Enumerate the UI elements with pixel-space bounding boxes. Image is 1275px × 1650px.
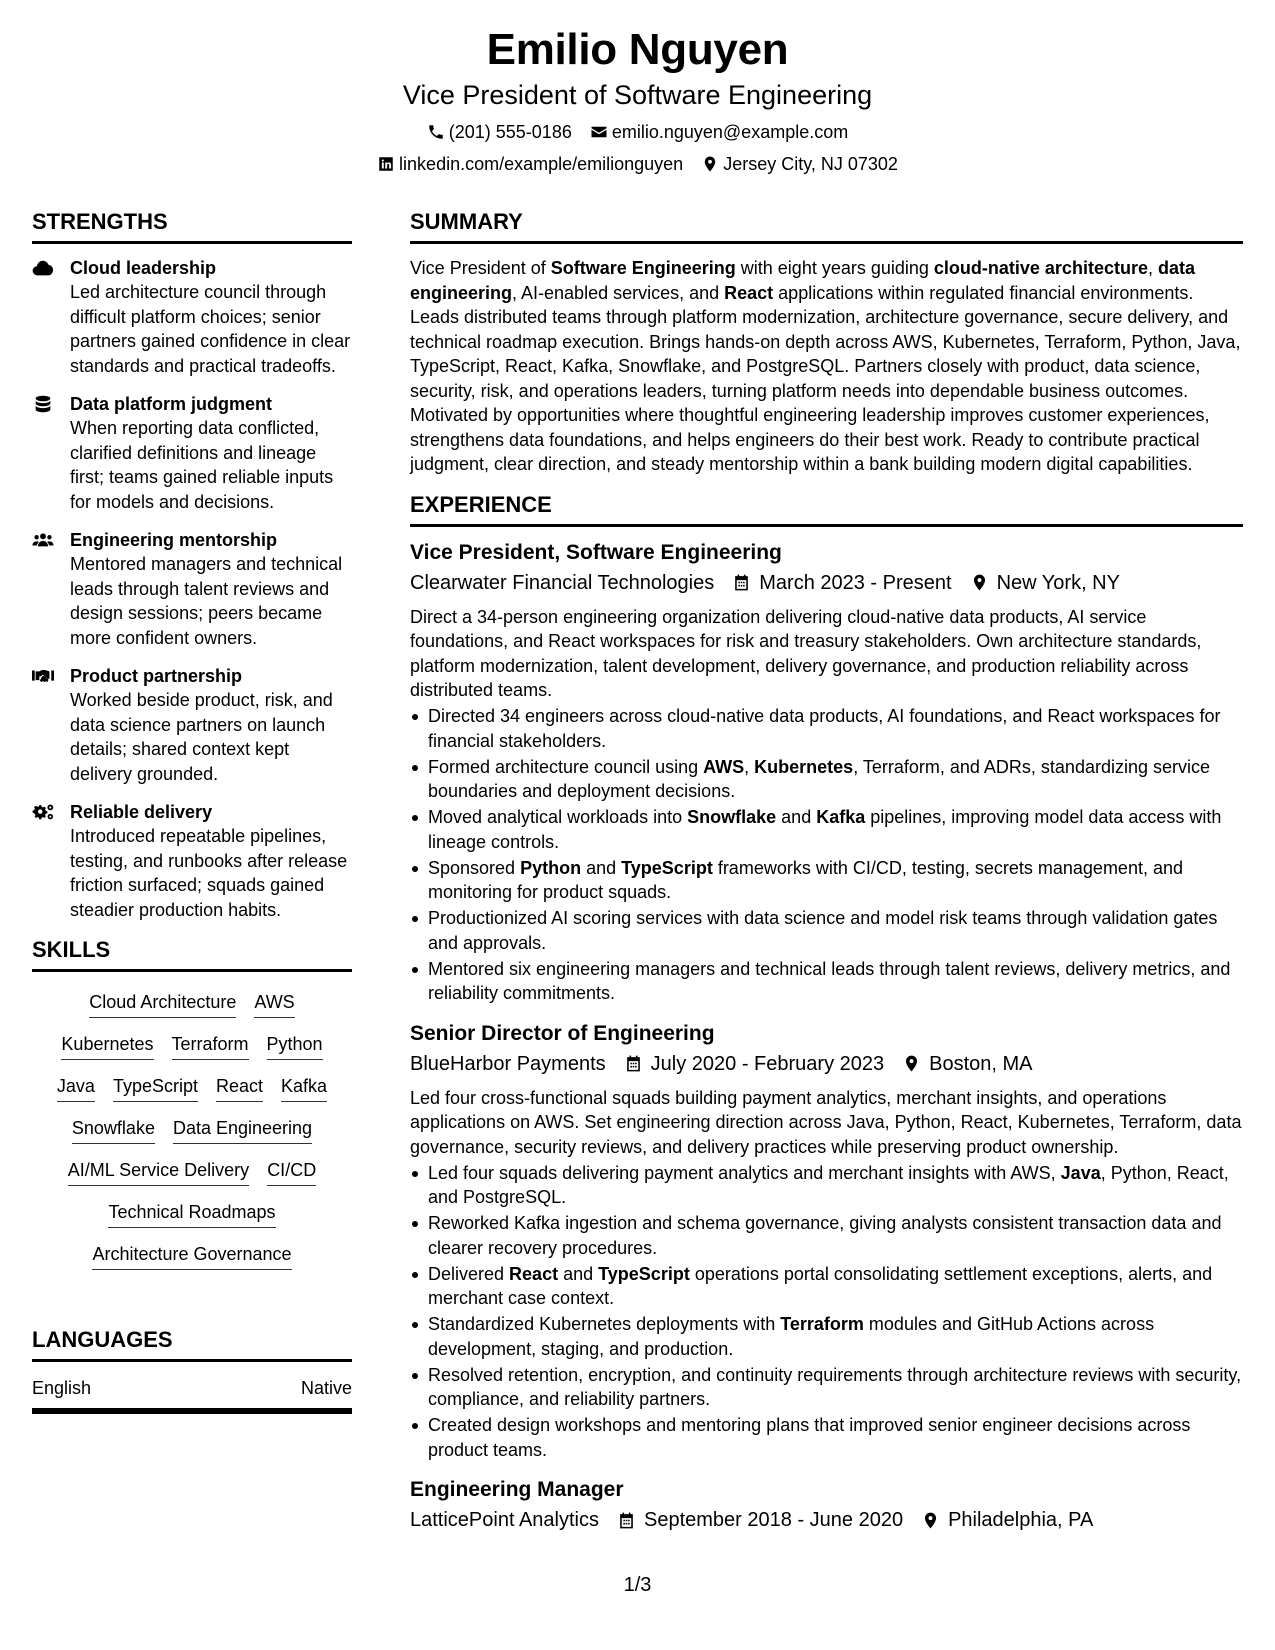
text-segment: Delivered bbox=[428, 1263, 510, 1284]
job-company: LatticePoint Analytics bbox=[410, 1509, 599, 1531]
strength-title: Cloud leadership bbox=[70, 258, 217, 278]
linkedin-contact[interactable] bbox=[377, 152, 683, 176]
skill-tag: TypeScript bbox=[113, 1074, 198, 1102]
contact-row-secondary bbox=[0, 152, 1275, 176]
job-company: BlueHarbor Payments bbox=[410, 1052, 606, 1075]
phone-text: (201) 555-0186 bbox=[448, 122, 572, 142]
job-title: Engineering Manager bbox=[410, 1478, 624, 1501]
bullet-item bbox=[410, 957, 1243, 1006]
bold-keyword: Kafka bbox=[816, 807, 866, 827]
job-dates-text: March 2023 - Present bbox=[759, 571, 952, 594]
bold-keyword: React bbox=[509, 1263, 559, 1284]
text-segment: pipelines, improving model data access with lineage controls. bbox=[428, 807, 1222, 852]
candidate-title: Vice President of Software Engineering bbox=[402, 80, 873, 110]
handshake-icon bbox=[32, 667, 54, 685]
language-item bbox=[32, 1376, 352, 1414]
bold-keyword: AWS bbox=[703, 756, 745, 777]
bold-keyword: TypeScript bbox=[598, 1263, 690, 1284]
location-text: Jersey City, NJ 07302 bbox=[723, 154, 898, 174]
strengths-list bbox=[32, 256, 352, 922]
resume-header bbox=[0, 22, 1275, 176]
map-pin-icon bbox=[970, 573, 989, 592]
skills-heading: SKILLS bbox=[32, 936, 352, 972]
text-segment: , Python, React, and PostgreSQL. bbox=[428, 1162, 1229, 1207]
text-segment: and bbox=[776, 807, 817, 827]
text-segment: applications within regulated financial environments. Leads distributed teams through platform modernization, architecture governance, secure delivery, and technical roadmap execution. Brings hands-on depth across AWS, Kubernetes, Terraform, Python, Java, TypeScript, React, Kafka, Snowflake, and PostgreSQL. Partners closely with product, data science, security, risk, and operations leaders, turning platform needs into dependable business outcomes. Motivated by opportunities where thoughtful engineering leadership improves customer experiences, strengthens data foundations, and helps engineers do their best work. Ready to contribute practical judgment, clear direction, and steady mentorship within a bank building modern digital capabilities. bbox=[410, 282, 1241, 474]
summary-heading: SUMMARY bbox=[410, 208, 1243, 244]
text-segment: Mentored six engineering managers and technical leads through talent reviews, delivery metrics, and reliability commitments. bbox=[428, 958, 1231, 1003]
job-meta bbox=[410, 569, 1243, 597]
job-description: Direct a 34-person engineering organization delivering cloud-native data products, AI service foundations, and React workspaces for risk and treasury stakeholders. Own architecture standards, platform modernization, talent development, delivery governance, and production reliability across distributed teams. bbox=[410, 606, 1202, 700]
job-bullets bbox=[410, 1161, 1243, 1463]
users-icon bbox=[32, 531, 54, 549]
strength-desc: Introduced repeatable pipelines, testing, and runbooks after release friction surfaced; squads gained steadier production habits. bbox=[70, 826, 348, 920]
text-segment: Standardized Kubernetes deployments with bbox=[428, 1314, 781, 1334]
text-segment: Led four squads delivering payment analytics and merchant insights with AWS, bbox=[428, 1162, 1061, 1183]
text-segment: with eight years guiding bbox=[735, 258, 934, 278]
job-bullets bbox=[410, 704, 1243, 1006]
strength-desc: Mentored managers and technical leads through talent reviews and design sessions; peers became more confident owners. bbox=[70, 554, 343, 648]
job-entry bbox=[410, 1476, 1243, 1534]
job-meta bbox=[410, 1506, 1243, 1534]
skill-tag: Snowflake bbox=[72, 1116, 155, 1144]
bold-keyword: React bbox=[724, 282, 774, 303]
text-segment: Formed architecture council using bbox=[428, 756, 704, 777]
skill-tag: Kafka bbox=[281, 1074, 327, 1102]
job-title: Senior Director of Engineering bbox=[410, 1021, 715, 1045]
skill-tag: Technical Roadmaps bbox=[108, 1200, 275, 1228]
strength-desc: Worked beside product, risk, and data science partners on launch details; shared context kept delivery grounded. bbox=[70, 690, 333, 784]
bullet-item bbox=[410, 755, 1243, 804]
language-name: English bbox=[32, 1378, 92, 1398]
skill-tag: Terraform bbox=[172, 1032, 249, 1060]
location-contact bbox=[701, 152, 898, 176]
job-dates-text: July 2020 - February 2023 bbox=[650, 1052, 885, 1075]
text-segment: Productionized AI scoring services with data science and model risk teams through validation gates and approvals. bbox=[428, 908, 1218, 953]
bullet-item bbox=[410, 1211, 1243, 1260]
job-description: Led four cross-functional squads building payment analytics, merchant insights, and operations applications on AWS. Set engineering direction across Java, Python, React, Kubernetes, Terraform, data governance, security reviews, and delivery practices while preserving product ownership. bbox=[410, 1087, 1242, 1157]
page-number: 1/3 bbox=[623, 1574, 652, 1596]
text-segment: and bbox=[558, 1263, 599, 1284]
map-pin-icon bbox=[902, 1054, 921, 1073]
text-segment: frameworks with CI/CD, testing, secrets management, and monitoring for product squads. bbox=[428, 857, 1183, 902]
calendar-icon bbox=[617, 1511, 636, 1530]
job-dates bbox=[617, 1506, 903, 1534]
strength-item bbox=[32, 256, 352, 378]
job-title: Vice President, Software Engineering bbox=[410, 540, 782, 564]
job-meta bbox=[410, 1050, 1243, 1078]
job-location bbox=[970, 569, 1120, 597]
job-location-text: New York, NY bbox=[996, 571, 1120, 594]
bullet-item bbox=[410, 1312, 1243, 1361]
skill-tag: Cloud Architecture bbox=[89, 990, 236, 1018]
job-dates-text: September 2018 - June 2020 bbox=[644, 1509, 904, 1531]
strengths-heading: STRENGTHS bbox=[32, 208, 352, 244]
bullet-item bbox=[410, 906, 1243, 955]
job-entry bbox=[410, 539, 1243, 1006]
job-company: Clearwater Financial Technologies bbox=[410, 571, 715, 594]
strength-desc: Led architecture council through difficult platform choices; senior partners gained confidence in clear standards and practical tradeoffs. bbox=[70, 282, 351, 376]
text-segment: , AI-enabled services, and bbox=[512, 282, 725, 303]
calendar-icon bbox=[624, 1054, 643, 1073]
skill-tag: AWS bbox=[254, 990, 294, 1018]
contact-row-primary bbox=[0, 120, 1275, 144]
strength-title: Engineering mentorship bbox=[70, 530, 278, 550]
email-text: emilio.nguyen@example.com bbox=[611, 122, 849, 142]
strength-item bbox=[32, 528, 352, 650]
strength-title: Reliable delivery bbox=[70, 802, 213, 822]
languages-heading: LANGUAGES bbox=[32, 1326, 352, 1362]
email-contact[interactable] bbox=[590, 120, 848, 144]
job-entry bbox=[410, 1020, 1243, 1463]
job-location bbox=[921, 1506, 1093, 1534]
text-segment: Moved analytical workloads into bbox=[428, 807, 688, 827]
calendar-icon bbox=[732, 573, 751, 592]
skill-tag: Python bbox=[267, 1032, 323, 1060]
strength-item bbox=[32, 392, 352, 514]
database-icon bbox=[32, 395, 54, 413]
linkedin-icon bbox=[377, 155, 395, 173]
bullet-item bbox=[410, 856, 1243, 905]
bold-keyword: Software Engineering bbox=[550, 258, 736, 278]
skill-tag: Kubernetes bbox=[61, 1032, 153, 1060]
text-segment: Created design workshops and mentoring plans that improved senior engineer decisions across product teams. bbox=[428, 1415, 1191, 1460]
left-column bbox=[32, 208, 352, 1414]
experience-list bbox=[410, 539, 1243, 1535]
bold-keyword: Terraform bbox=[780, 1314, 864, 1334]
bold-keyword: data engineering bbox=[410, 258, 1195, 303]
language-level: Native bbox=[300, 1378, 352, 1398]
skill-tag: CI/CD bbox=[267, 1158, 316, 1186]
phone-icon bbox=[427, 123, 445, 141]
bold-keyword: cloud-native architecture bbox=[933, 258, 1148, 278]
text-segment: and bbox=[581, 857, 622, 878]
text-segment: , Terraform, and ADRs, standardizing service boundaries and deployment decisions. bbox=[428, 756, 1211, 801]
right-column bbox=[410, 208, 1243, 1548]
skill-tag: React bbox=[216, 1074, 263, 1102]
text-segment: operations portal consolidating settlement exceptions, alerts, and merchant case context. bbox=[428, 1263, 1213, 1308]
text-segment: Reworked Kafka ingestion and schema governance, giving analysts consistent transaction data and clearer recovery procedures. bbox=[428, 1213, 1222, 1258]
bullet-item bbox=[410, 1413, 1243, 1462]
skill-tag: Data Engineering bbox=[173, 1116, 312, 1144]
skill-tag: Architecture Governance bbox=[92, 1242, 291, 1270]
envelope-icon bbox=[590, 123, 608, 141]
text-segment: , bbox=[1147, 258, 1158, 278]
summary-text bbox=[410, 256, 1243, 477]
bullet-item bbox=[410, 1363, 1243, 1412]
candidate-name: Emilio Nguyen bbox=[486, 25, 789, 74]
bold-keyword: TypeScript bbox=[621, 857, 713, 878]
cloud-icon bbox=[32, 259, 54, 277]
bold-keyword: Python bbox=[520, 857, 582, 878]
text-segment: modules and GitHub Actions across development, staging, and production. bbox=[428, 1314, 1155, 1359]
job-dates bbox=[624, 1050, 884, 1078]
text-segment: Sponsored bbox=[428, 857, 521, 878]
job-dates bbox=[732, 569, 951, 597]
bold-keyword: Kubernetes bbox=[754, 756, 854, 777]
bold-keyword: Snowflake bbox=[687, 807, 777, 827]
bullet-item bbox=[410, 1161, 1243, 1210]
linkedin-text: linkedin.com/example/emilionguyen bbox=[399, 154, 684, 174]
map-pin-icon bbox=[921, 1511, 940, 1530]
strength-title: Data platform judgment bbox=[70, 394, 273, 414]
skill-tag: Java bbox=[57, 1074, 95, 1102]
bullet-item bbox=[410, 1262, 1243, 1311]
skill-tag: AI/ML Service Delivery bbox=[68, 1158, 249, 1186]
skills-list bbox=[32, 986, 352, 1270]
experience-heading: EXPERIENCE bbox=[410, 491, 1243, 527]
text-segment: Directed 34 engineers across cloud-native data products, AI foundations, and React workspaces for financial stakeholders. bbox=[428, 706, 1221, 751]
strength-desc: When reporting data conflicted, clarified definitions and lineage first; teams gained reliable inputs for models and decisions. bbox=[70, 418, 334, 512]
text-segment: Vice President of bbox=[410, 258, 551, 278]
job-location-text: Philadelphia, PA bbox=[948, 1509, 1094, 1531]
text-segment: , bbox=[744, 756, 755, 777]
strength-item bbox=[32, 800, 352, 922]
strength-item bbox=[32, 664, 352, 786]
text-segment: Resolved retention, encryption, and continuity requirements through architecture reviews with security, compliance, and reliability partners. bbox=[428, 1364, 1242, 1409]
job-location-text: Boston, MA bbox=[929, 1052, 1033, 1075]
bold-keyword: Java bbox=[1060, 1162, 1101, 1183]
map-pin-icon bbox=[701, 155, 719, 173]
job-location bbox=[902, 1050, 1032, 1078]
gears-icon bbox=[32, 803, 54, 821]
bullet-item bbox=[410, 805, 1243, 854]
phone-contact[interactable] bbox=[427, 120, 572, 144]
bullet-item bbox=[410, 704, 1243, 753]
strength-title: Product partnership bbox=[70, 666, 243, 686]
